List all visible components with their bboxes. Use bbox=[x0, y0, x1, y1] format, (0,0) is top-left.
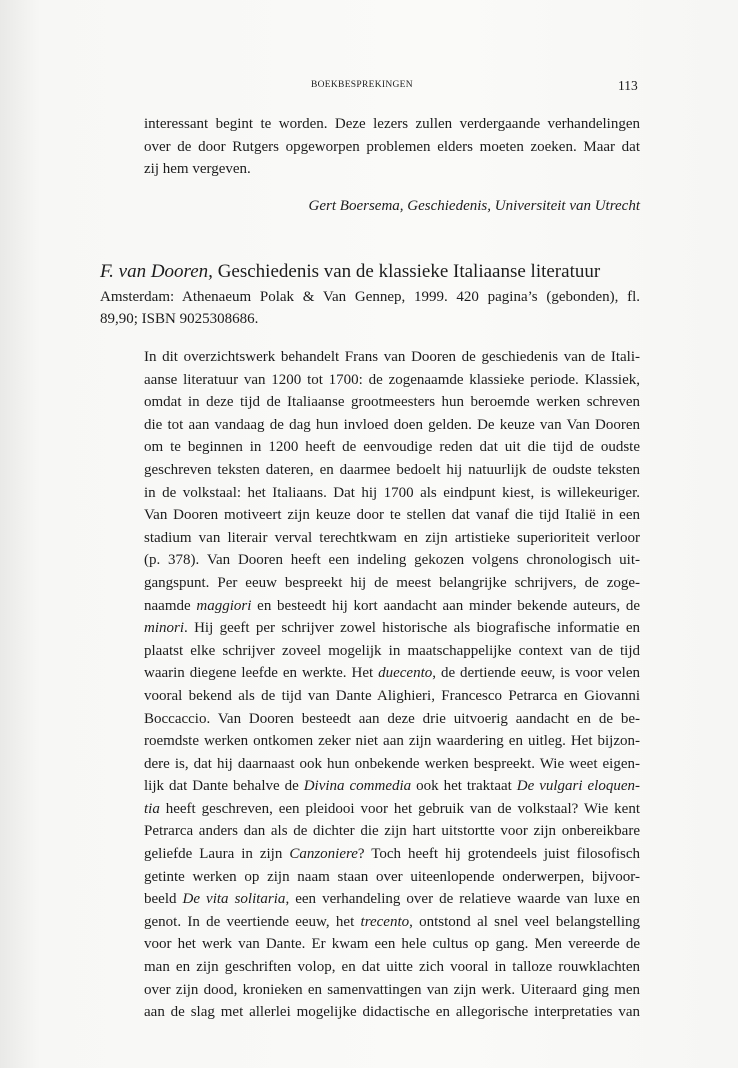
body-line: man en zijn geschriften volop, en dat uitte zich vooral in talloze rouwklachten bbox=[144, 959, 640, 976]
text-run: waarin diegene leefde en werkte. Het bbox=[144, 665, 379, 682]
body-line: (p. 378). Van Dooren heeft een indeling gekozen volgens chronologisch uit- bbox=[144, 552, 640, 569]
text-line: interessant begint te worden. Deze lezers zullen verdergaande verhandelingen bbox=[144, 116, 640, 132]
review-heading bbox=[100, 260, 640, 284]
body-line: omdat in deze tijd de Italiaanse grootmeesters hun beroemde werken schreven bbox=[144, 394, 640, 411]
text-run: , een verhandeling over de relatieve waarde van luxe en bbox=[285, 891, 641, 908]
body-line bbox=[144, 775, 640, 798]
page-number: 113 bbox=[618, 78, 638, 93]
book-author: F. van Dooren, bbox=[100, 261, 213, 282]
body-line: getinte werken op zijn naam staan over uiteenlopende onderwerpen, bijvoor- bbox=[144, 868, 640, 885]
text-run: , ontstond al snel veel belangstelling bbox=[409, 913, 640, 930]
body-line: voor het werk van Dante. Er kwam een hele cultus op gang. Men vereerde de bbox=[144, 936, 640, 953]
body-line: Petrarca anders dan als de dichter die zijn hart uitstortte voor zijn onbereikbare bbox=[144, 823, 640, 840]
review-body bbox=[144, 346, 640, 1024]
previous-review-ending bbox=[144, 113, 640, 181]
text-run: lijk dat Dante behalve de bbox=[144, 778, 304, 795]
body-line: om te beginnen in 1200 heeft de eenvoudige reden dat uit die tijd de oudste bbox=[144, 439, 640, 456]
italic-term: De vulgari eloquen- bbox=[516, 778, 640, 795]
text-run: en besteedt hij kort aandacht aan minder bekende auteurs, de bbox=[251, 597, 640, 614]
body-line: In dit overzichtswerk behandelt Frans van Dooren de geschiedenis van de Itali- bbox=[144, 349, 640, 365]
italic-term: tia bbox=[144, 800, 160, 817]
italic-term: maggiori bbox=[196, 597, 252, 614]
text-run: , de dertiende eeuw, is voor velen bbox=[432, 665, 641, 682]
body-line: die tot aan vandaag de dag hun invloed doen gelden. De keuze van Van Dooren bbox=[144, 416, 640, 433]
body-line: in de volkstaal: het Italiaans. Dat hij 1700 als eindpunt kiest, is willekeuriger. bbox=[144, 484, 640, 501]
text-run: beeld bbox=[144, 891, 183, 908]
body-line: plaatst elke schrijver zoveel mogelijk in maatschappelijke context van de tijd bbox=[144, 642, 640, 659]
text-run: geliefde Laura in zijn bbox=[144, 846, 290, 863]
text-run: ook het traktaat bbox=[411, 778, 517, 795]
publication-line: 89,90; ISBN 9025308686. bbox=[100, 311, 259, 327]
body-line: roemdste werken ontkomen zeker niet aan zijn waardering en uitleg. Het bijzon- bbox=[144, 733, 640, 750]
publication-line: Amsterdam: Athenaeum Polak & Van Gennep, 1999. 420 pagina’s (gebonden), fl. bbox=[100, 289, 640, 305]
body-line: dere is, dat hij daarnaast ook hun onbekende werken bespreekt. Wie weet eigen- bbox=[144, 755, 640, 772]
body-line bbox=[144, 595, 640, 618]
italic-term: duecento bbox=[378, 665, 433, 682]
publication-details bbox=[100, 286, 640, 330]
italic-term: minori bbox=[144, 620, 185, 637]
body-line: gangspunt. Per eeuw bespreekt hij de meest belangrijke schrijvers, de zoge- bbox=[144, 574, 640, 591]
text-run: heeft geschreven, een pleidooi voor het gebruik van de volkstaal? Wie kent bbox=[159, 800, 640, 817]
body-line bbox=[144, 798, 640, 821]
body-line: aan de slag met allerlei mogelijke didactische en allegorische interpretaties van bbox=[144, 1004, 640, 1021]
text-line: zij hem vergeven. bbox=[144, 161, 251, 178]
body-line: over zijn dood, kronieken en samenvattingen van zijn werk. Uiteraard ging men bbox=[144, 981, 640, 998]
italic-term: De vita solitaria bbox=[182, 891, 286, 908]
text-line: over de door Rutgers opgeworpen problemen elders moeten zoeken. Maar dat bbox=[144, 138, 640, 155]
body-line: vooral bekend als de tijd van Dante Alighieri, Francesco Petrarca en Giovanni bbox=[144, 687, 640, 704]
page-header bbox=[0, 78, 738, 98]
book-title: Geschiedenis van de klassieke Italiaanse literatuur bbox=[212, 261, 601, 282]
body-line bbox=[144, 888, 640, 911]
text-run: . Hij geeft per schrijver zowel historische als biografische informatie en bbox=[184, 620, 640, 637]
running-head: BOEKBESPREKINGEN bbox=[311, 80, 413, 90]
italic-term: Canzoniere bbox=[289, 846, 358, 863]
italic-term: trecento bbox=[360, 913, 410, 930]
text-run: ? Toch heeft hij grotendeels juist filosofisch bbox=[357, 846, 641, 863]
body-line: Boccaccio. Van Dooren besteedt aan deze drie uitvoerig aandacht en de be- bbox=[144, 710, 640, 727]
body-line: geschreven teksten dateren, en daarmee bedoelt hij natuurlijk de oudste teksten bbox=[144, 461, 640, 478]
body-line bbox=[144, 617, 640, 640]
italic-term: Divina commedia bbox=[303, 778, 412, 795]
reviewer-signature: Gert Boersema, Geschiedenis, Universiteit van Utrecht bbox=[308, 198, 640, 214]
body-line: Van Dooren motiveert zijn keuze door te stellen dat vanaf die tijd Italië in een bbox=[144, 507, 640, 524]
body-line: aanse literatuur van 1200 tot 1700: de zogenaamde klassieke periode. Klassiek, bbox=[144, 371, 640, 388]
text-run: genot. In de veertiende eeuw, het bbox=[144, 913, 361, 930]
body-line bbox=[144, 843, 640, 866]
body-line bbox=[144, 911, 640, 934]
body-line bbox=[144, 662, 640, 685]
text-run: naamde bbox=[144, 597, 197, 614]
body-line: stadium van literair verval terechtkwam en zijn artistieke superioriteit verloor bbox=[144, 529, 640, 546]
